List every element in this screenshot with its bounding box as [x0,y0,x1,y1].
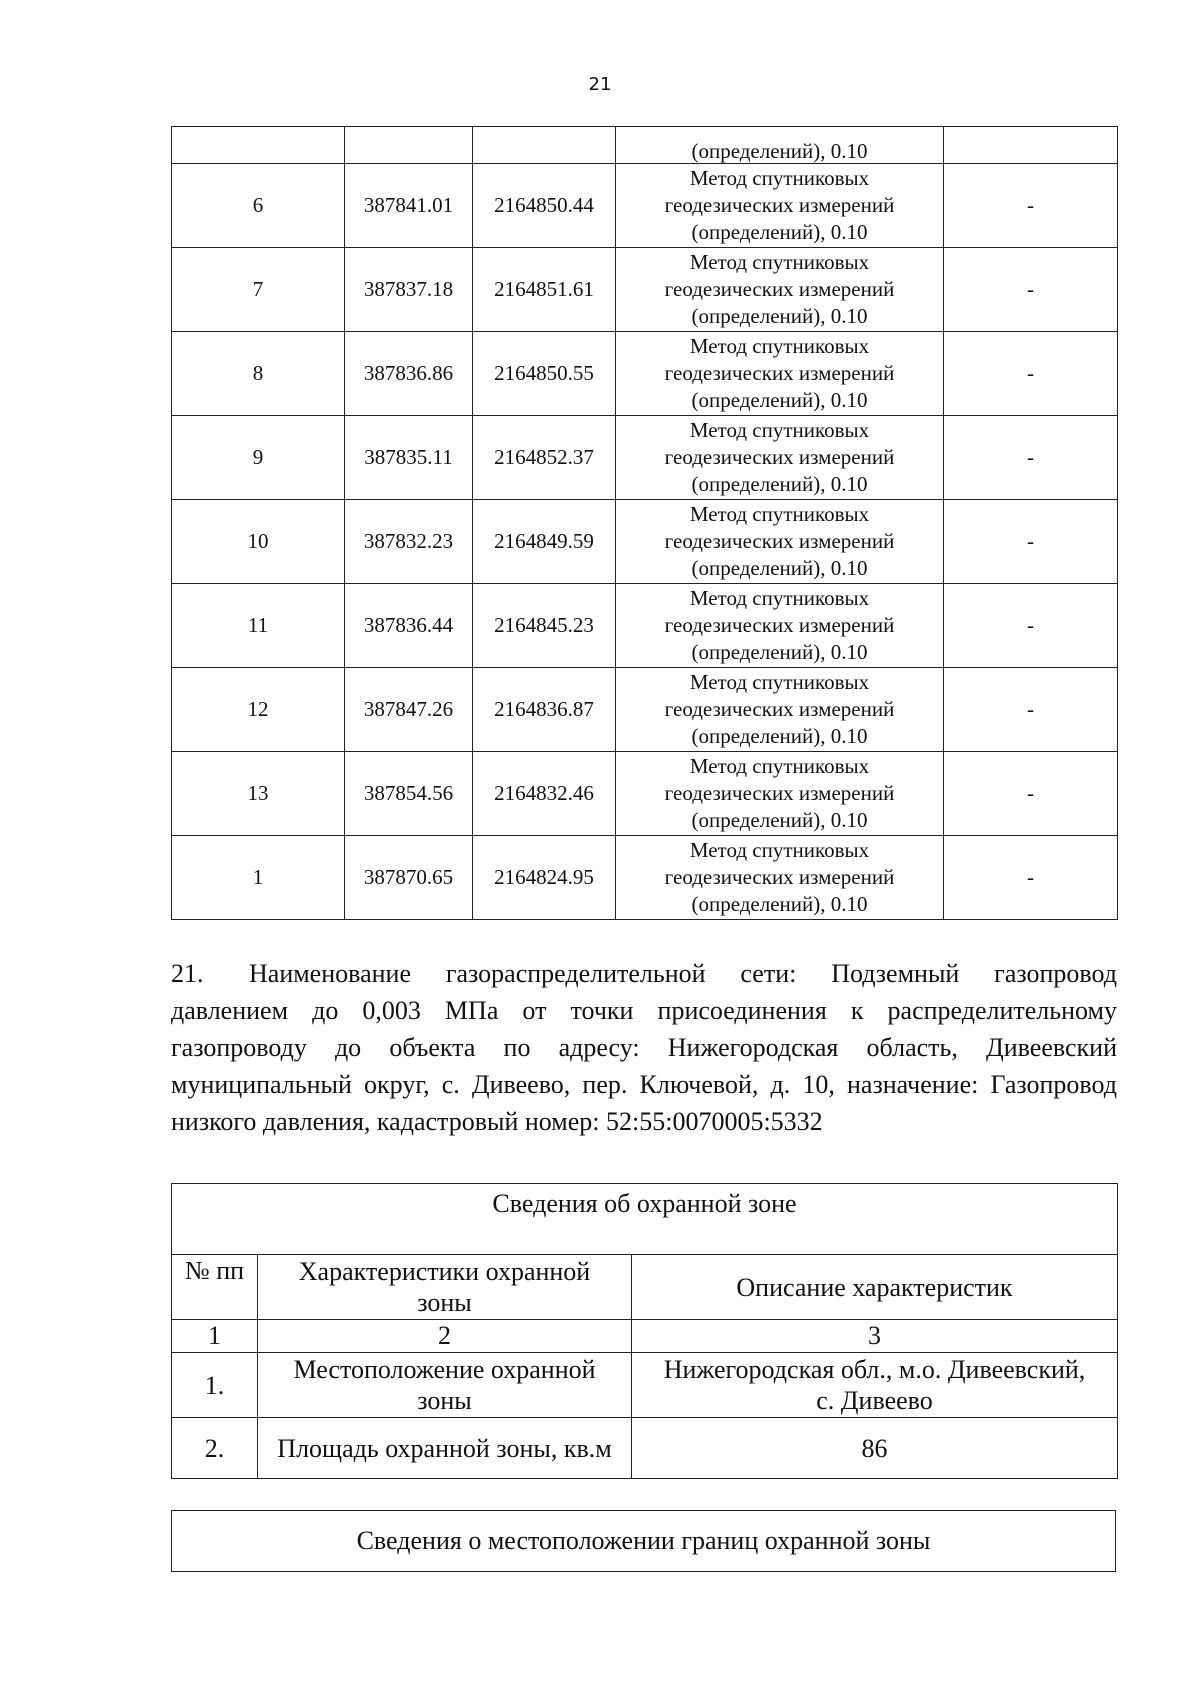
method-line: геодезических измерений [664,865,895,889]
method-line: (определений), 0.10 [691,640,868,664]
point-number-cell: 8 [172,332,345,416]
method-line: (определений), 0.10 [691,388,868,412]
y-coordinate-cell: 2164850.44 [473,164,616,248]
method-cell [616,416,944,500]
protection-zone-table [171,1183,1118,1479]
method-line: Метод спутниковых [689,670,870,694]
method-cell [616,332,944,416]
characteristic-line: Местоположение охранной [293,1355,596,1384]
coordinates-table [171,126,1118,920]
table-row [172,416,1118,500]
note-cell: - [944,248,1118,332]
method-line: геодезических измерений [664,445,895,469]
y-coordinate-cell: 2164851.61 [473,248,616,332]
row-characteristic [258,1353,632,1418]
table-row [172,332,1118,416]
x-coordinate-cell: 387841.01 [345,164,473,248]
x-coordinate-cell: 387835.11 [345,416,473,500]
characteristic-line: зоны [417,1386,472,1415]
point-number-cell: 7 [172,248,345,332]
note-cell: - [944,752,1118,836]
method-line: (определений), 0.10 [691,724,868,748]
point-number-cell: 9 [172,416,345,500]
x-coordinate-cell: 387870.65 [345,836,473,920]
point-number-cell: 10 [172,500,345,584]
method-line: геодезических измерений [664,277,895,301]
x-coordinate-cell: 387847.26 [345,668,473,752]
method-line: Метод спутниковых [689,586,870,610]
y-coordinate-cell: 2164852.37 [473,416,616,500]
method-line: геодезических измерений [664,529,895,553]
method-line: Метод спутниковых [689,334,870,358]
y-coordinate-cell: 2164849.59 [473,500,616,584]
col-number: 3 [632,1320,1118,1353]
row-num: 1. [172,1353,258,1418]
row-characteristic: Площадь охранной зоны, кв.м [258,1418,632,1479]
point-number-cell [172,127,345,164]
boundaries-section-title: Сведения о местоположении границ охранной зоны [171,1510,1116,1572]
method-cell [616,164,944,248]
x-coordinate-cell: 387832.23 [345,500,473,584]
table-row [172,836,1118,920]
zone-table-col-numbers [172,1320,1118,1353]
method-line: Метод спутниковых [689,754,870,778]
note-cell: - [944,164,1118,248]
method-line: (определений), 0.10 [691,304,868,328]
note-cell: - [944,584,1118,668]
header-characteristics [258,1255,632,1320]
method-line: Метод спутниковых [689,418,870,442]
zone-table-header-row [172,1255,1118,1320]
method-line: (определений), 0.10 [691,892,868,916]
method-line: (определений), 0.10 [691,808,868,832]
header-num: № пп [172,1255,258,1320]
header-characteristics-line: зоны [417,1288,472,1317]
table-row [172,164,1118,248]
description-line: Нижегородская обл., м.о. Дивеевский, [663,1355,1086,1384]
section-21-paragraph [171,955,1117,1140]
method-line: геодезических измерений [664,193,895,217]
method-line: Метод спутниковых [689,502,870,526]
section-number: 21. [171,959,204,988]
table-row [172,1353,1118,1418]
y-coordinate-cell [473,127,616,164]
y-coordinate-cell: 2164832.46 [473,752,616,836]
header-characteristics-line: Характеристики охранной [298,1257,591,1286]
note-cell: - [944,836,1118,920]
table-row [172,248,1118,332]
table-row [172,500,1118,584]
method-cell [616,500,944,584]
table-row [172,584,1118,668]
method-line: геодезических измерений [664,781,895,805]
method-cell [616,752,944,836]
row-description [632,1353,1118,1418]
y-coordinate-cell: 2164850.55 [473,332,616,416]
note-cell: - [944,416,1118,500]
section-text: Наименование газораспределительной сети: Подземный газопровод давлением до 0,003 МПа от точки присоединения к распределительному газопроводу до объекта по адресу: Нижегородская область, Дивеевский муниципальный округ, с. Дивеево, пер. Ключевой, д. 10, назначение: Газопровод низкого давления, кадастровый номер: 52:55:0070005:5332 [171,959,1117,1136]
note-cell: - [944,668,1118,752]
row-num: 2. [172,1418,258,1479]
zone-table-title-row [172,1184,1118,1255]
method-cell: (определений), 0.10 [616,127,944,164]
page-number: 21 [588,74,612,95]
point-number-cell: 13 [172,752,345,836]
table-row-continuation [172,127,1118,164]
y-coordinate-cell: 2164824.95 [473,836,616,920]
method-cell [616,584,944,668]
col-number: 2 [258,1320,632,1353]
method-line: Метод спутниковых [689,838,870,862]
method-cell [616,248,944,332]
note-cell: - [944,332,1118,416]
note-cell [944,127,1118,164]
row-description: 86 [632,1418,1118,1479]
description-line: с. Дивеево [816,1386,933,1415]
table-row [172,1418,1118,1479]
method-line: (определений), 0.10 [691,220,868,244]
y-coordinate-cell: 2164836.87 [473,668,616,752]
point-number-cell: 11 [172,584,345,668]
method-cell [616,836,944,920]
x-coordinate-cell: 387854.56 [345,752,473,836]
table-row [172,752,1118,836]
method-line: (определений), 0.10 [691,556,868,580]
method-line: геодезических измерений [664,361,895,385]
method-line: геодезических измерений [664,613,895,637]
x-coordinate-cell [345,127,473,164]
zone-table-title: Сведения об охранной зоне [172,1184,1118,1255]
method-line: Метод спутниковых [689,166,870,190]
col-number: 1 [172,1320,258,1353]
note-cell: - [944,500,1118,584]
point-number-cell: 1 [172,836,345,920]
method-line: Метод спутниковых [689,250,870,274]
x-coordinate-cell: 387836.86 [345,332,473,416]
y-coordinate-cell: 2164845.23 [473,584,616,668]
point-number-cell: 6 [172,164,345,248]
x-coordinate-cell: 387836.44 [345,584,473,668]
table-row [172,668,1118,752]
x-coordinate-cell: 387837.18 [345,248,473,332]
header-description: Описание характеристик [632,1255,1118,1320]
method-line: (определений), 0.10 [691,472,868,496]
method-cell [616,668,944,752]
method-line: геодезических измерений [664,697,895,721]
point-number-cell: 12 [172,668,345,752]
